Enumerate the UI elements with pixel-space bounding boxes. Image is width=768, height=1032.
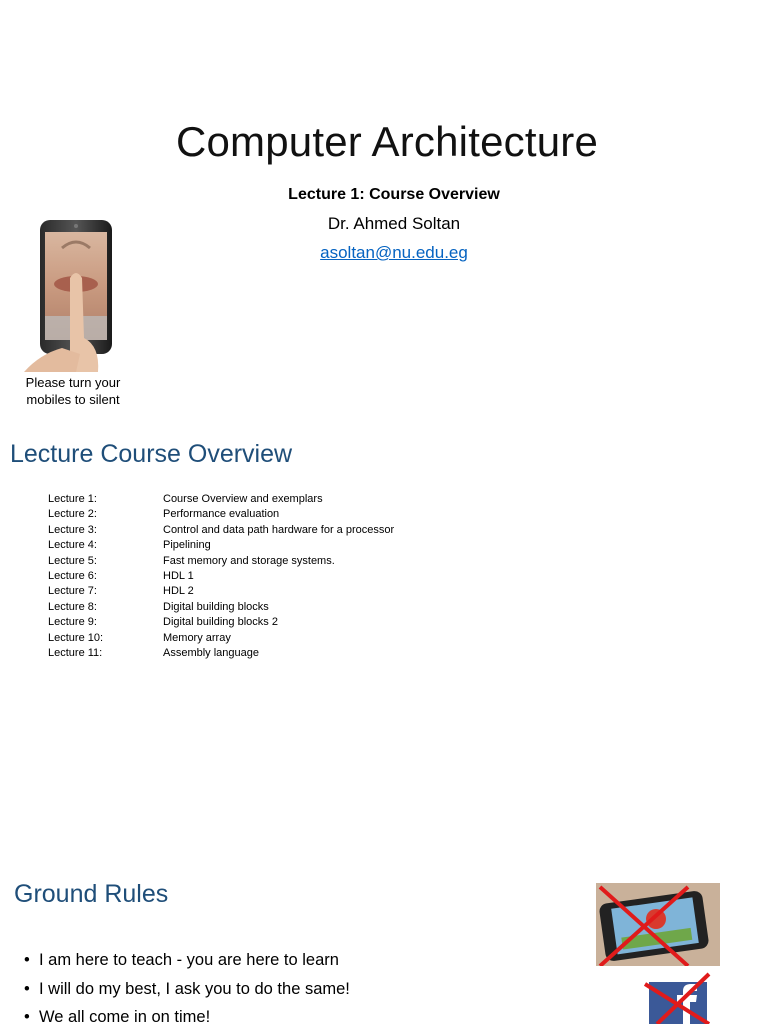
rule-item [24,1003,350,1032]
no-games-image [596,883,720,966]
lecture-topic: Fast memory and storage systems. [163,554,335,567]
lecture-number: Lecture 7: [48,585,97,598]
lecture-number: Lecture 9: [48,616,97,629]
lecture-row [48,507,394,522]
lecture-row [48,584,394,599]
phone-caption-line1: Please turn your [25,375,121,390]
lecture-row [48,523,394,538]
lecture-topic: Memory array [163,631,231,644]
lecture-topic: Course Overview and exemplars [163,493,323,505]
overview-heading: Lecture Course Overview [10,440,293,468]
lecture-number: Lecture 8: [48,600,97,613]
bullet-icon: • [24,979,30,998]
bullet-icon: • [24,951,30,969]
lecture-number: Lecture 3: [48,523,97,536]
lecture-list [48,492,394,661]
lecture-topic: Assembly language [163,647,260,660]
no-phone-games-icon [596,883,720,966]
ground-rules-list [24,946,350,1032]
rule-text: We all come in on time! [39,1008,211,1026]
lecture-number: Lecture 2: [48,508,97,521]
lecture-topic: Digital building blocks 2 [163,616,278,629]
lecture-topic: Digital building blocks [163,600,269,613]
lecture-number: Lecture 6: [48,570,97,583]
lecture-row [48,615,394,630]
lecture-number: Lecture 4: [48,539,97,552]
lecture-topic: HDL 2 [163,585,194,598]
lecture-number: Lecture 1: [48,493,97,505]
author-name: Dr. Ahmed Soltan [327,214,461,233]
bullet-icon: • [24,1008,30,1026]
lecture-row [48,646,394,661]
lecture-row [48,538,394,553]
silent-phone-illustration [22,218,122,372]
email-link[interactable]: asoltan@nu.edu.eg [320,243,468,262]
lecture-topic: HDL 1 [163,570,194,583]
lecture-row [48,631,394,646]
rule-text: I will do my best, I ask you to do the same! [39,979,350,998]
lecture-row [48,569,394,584]
lecture-subtitle: Lecture 1: Course Overview [288,186,500,203]
rule-item [24,975,350,1004]
rule-text: I am here to teach - you are here to learn [39,951,339,969]
phone-caption-line2: mobiles to silent [26,392,120,407]
lecture-number: Lecture 11: [48,647,103,660]
lecture-topic: Pipelining [163,539,211,552]
ground-rules-heading: Ground Rules [14,880,169,908]
lecture-number: Lecture 10: [48,631,104,644]
no-facebook-icon [643,972,713,1024]
lecture-number: Lecture 5: [48,554,97,567]
rule-item [24,946,350,975]
phone-shush-icon [22,218,122,372]
lecture-row [48,600,394,615]
phone-caption [14,374,132,408]
page-title: Computer Architecture [175,118,599,165]
lecture-row [48,492,394,507]
lecture-row [48,554,394,569]
lecture-topic: Performance evaluation [163,508,280,521]
lecture-topic: Control and data path hardware for a processor [163,523,395,536]
no-facebook-image [643,972,713,1024]
